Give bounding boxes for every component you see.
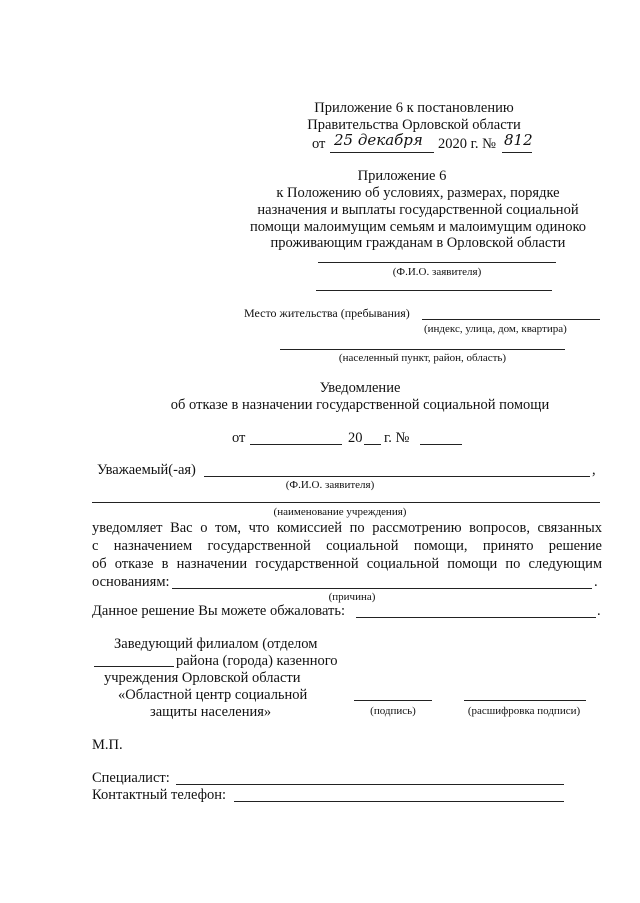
locality-line	[280, 349, 565, 350]
appendix-line-1: к Положению об условиях, размерах, порядке	[276, 185, 560, 201]
residence-line	[422, 319, 600, 320]
paragraph-line-3: об отказе в назначении государственной социальной помощи по следующим	[92, 556, 602, 572]
paragraph-end: .	[594, 574, 598, 590]
appeal-line	[356, 617, 596, 618]
header-number-line	[502, 152, 532, 153]
appendix-title: Приложение 6	[357, 168, 447, 184]
greeting-fio-caption: (Ф.И.О. заявителя)	[285, 479, 375, 491]
residence-label: Место жительства (пребывания)	[244, 306, 410, 320]
header-number-handwritten: 812	[504, 131, 533, 149]
signature-decode-caption: (расшифровка подписи)	[467, 705, 581, 717]
specialist-line	[176, 784, 564, 785]
notice-date-number-label: г. №	[384, 430, 410, 446]
greeting-label: Уважаемый(-ая)	[97, 462, 196, 478]
institution-caption: (наименование учреждения)	[273, 506, 407, 518]
signature-decode-line	[464, 700, 586, 701]
header-date-handwritten: 25 декабря	[334, 131, 423, 149]
phone-line	[234, 801, 564, 802]
header-line-2: Правительства Орловской области	[307, 117, 521, 133]
signature-sign-caption: (подпись)	[370, 705, 416, 717]
greeting-comma: ,	[592, 462, 596, 478]
specialist-label: Специалист:	[92, 770, 170, 786]
stamp-label: М.П.	[92, 737, 123, 753]
appendix-line-3: помощи малоимущим семьям и малоимущим одиноко	[249, 219, 586, 235]
appendix-line-2: назначения и выплаты государственной социальной	[257, 202, 579, 218]
notice-date-from: от	[232, 430, 246, 446]
applicant-fio-line-2	[316, 290, 552, 291]
appeal-end: .	[597, 603, 601, 619]
signature-line-5: защиты населения»	[150, 704, 272, 720]
phone-label: Контактный телефон:	[92, 787, 227, 803]
paragraph-line-4: основаниям:	[92, 574, 170, 590]
signature-sign-line	[354, 700, 432, 701]
header-line-1: Приложение 6 к постановлению	[314, 100, 514, 116]
paragraph-line-1: уведомляет Вас о том, что комиссией по рассмотрению вопросов, связанных	[92, 520, 602, 536]
greeting-fio-line	[204, 476, 590, 477]
reason-caption: (причина)	[328, 591, 376, 603]
header-date-year: 2020 г. №	[438, 136, 497, 152]
notice-date-year: 20	[348, 430, 363, 446]
reason-line	[172, 588, 592, 589]
notice-title: Уведомление	[319, 380, 401, 396]
paragraph-line-2: с назначением государственной социальной помощи, принято решение	[92, 538, 602, 554]
signature-district-line	[94, 666, 174, 667]
header-date-line	[330, 152, 434, 153]
appendix-line-4: проживающим гражданам в Орловской области	[270, 235, 566, 251]
notice-year-line	[364, 444, 381, 445]
notice-subtitle: об отказе в назначении государственной социальной помощи	[170, 397, 550, 413]
residence-caption: (индекс, улица, дом, квартира)	[424, 323, 567, 335]
header-date-prefix: от	[312, 136, 326, 152]
appeal-text: Данное решение Вы можете обжаловать:	[92, 603, 345, 619]
signature-line-2: района (города) казенного	[176, 653, 338, 669]
applicant-fio-line	[318, 262, 556, 263]
signature-line-3: учреждения Орловской области	[104, 670, 301, 686]
notice-number-line	[420, 444, 462, 445]
signature-line-4: «Областной центр социальной	[118, 687, 308, 703]
signature-line-1: Заведующий филиалом (отделом	[114, 636, 318, 652]
institution-line	[92, 502, 600, 503]
locality-caption: (населенный пункт, район, область)	[338, 352, 507, 364]
notice-date-line	[250, 444, 342, 445]
applicant-fio-caption: (Ф.И.О. заявителя)	[392, 266, 482, 278]
